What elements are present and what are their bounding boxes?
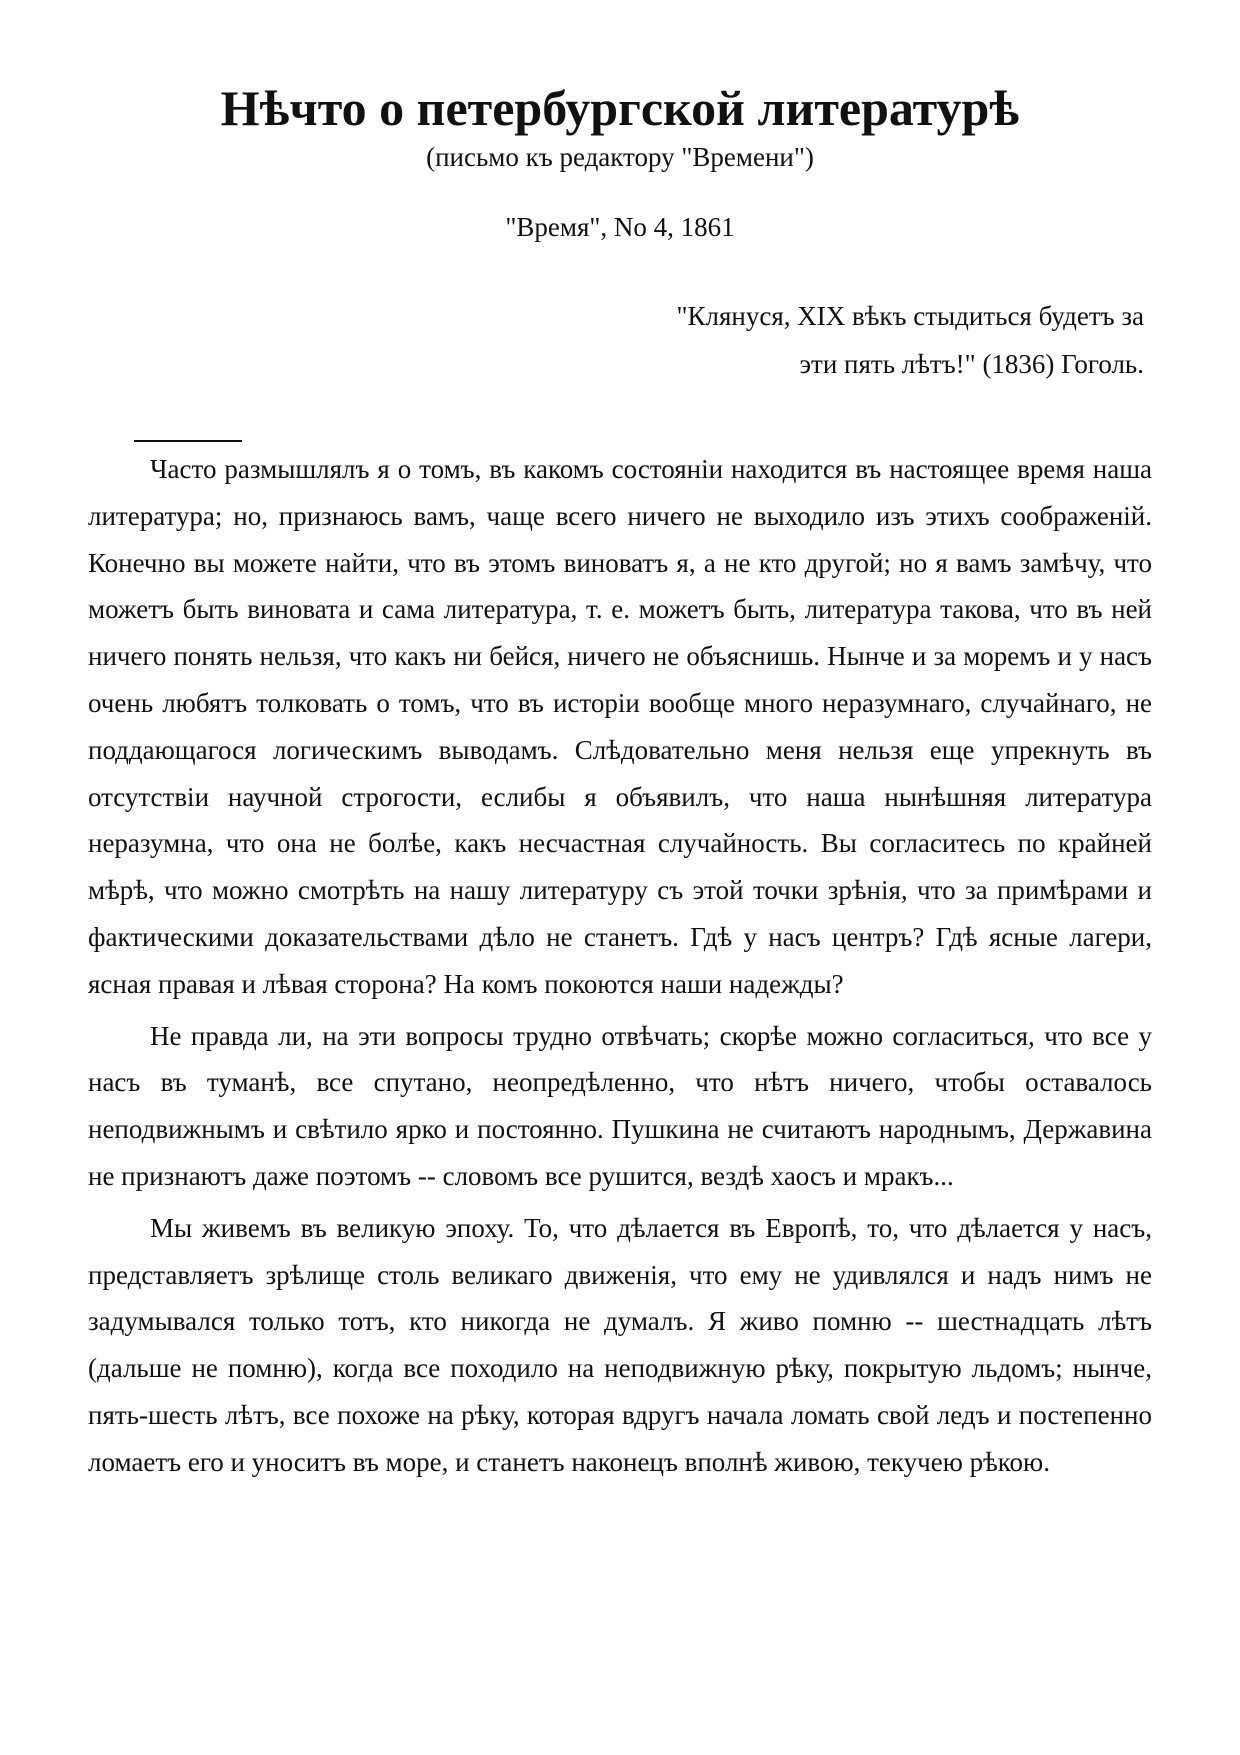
paragraph-2: Не правда ли, на эти вопросы трудно отвѣчать; скорѣе можно согласиться, что все у насъ въ туманѣ, все спутано, неопредѣленно, что нѣтъ ничего, чтобы оставалось неподвижнымъ и свѣтило ярко и постоянно. Пушкина не считаютъ народнымъ, Державина не признаютъ даже поэтомъ -- словомъ все рушится, вездѣ хаосъ и мракъ...	[88, 1020, 1152, 1191]
publication-source: "Время", No 4, 1861	[505, 212, 735, 242]
document-title: Нѣчто о петербургской литературѣ	[220, 80, 1020, 136]
paragraph-1: Часто размышлялъ я о томъ, въ какомъ состояніи находится въ настоящее время наша литература; но, признаюсь вамъ, чаще всего ничего не выходило изъ этихъ соображеній. Конечно вы можете найти, что въ этомъ виноватъ я, а не кто другой; но я вамъ замѣчу, что можетъ быть виновата и сама литература, т. е. можетъ быть, литература такова, что въ ней ничего понять нельзя, что какъ ни бейся, ничего не объяснишь. Нынче и за моремъ и у насъ очень любятъ толковать о томъ, что въ исторіи вообще много неразумнаго, случайнаго, не поддающагося логическимъ выводамъ. Слѣдовательно меня нельзя еще упрекнуть въ отсутствіи научной строгости, еслибы я объявилъ, что наша нынѣшняя литература неразумна, что она не болѣе, какъ несчастная случайность. Вы согласитесь по крайней мѣрѣ, что можно смотрѣть на нашу литературу съ этой точки зрѣнія, что за примѣрами и фактическими доказательствами дѣло не станетъ. Гдѣ у насъ центръ? Гдѣ ясные лагери, ясная правая и лѣвая сторона? На комъ покоются наши надежды?	[88, 454, 1152, 999]
paragraph-3: Мы живемъ въ великую эпоху. То, что дѣлается въ Европѣ, то, что дѣлается у насъ, представляетъ зрѣлище столь великаго движенія, что ему не удивлялся и надъ нимъ не задумывался только тотъ, кто никогда не думалъ. Я живо помню -- шестнадцать лѣтъ (дальше не помню), когда все походило на неподвижную рѣку, покрытую льдомъ; нынче, пять-шесть лѣтъ, все похоже на рѣку, которая вдругъ начала ломать свой ледъ и постепенно ломаетъ его и уноситъ въ море, и станетъ наконецъ вполнѣ живою, текучею рѣкою.	[88, 1212, 1152, 1477]
separator-rule	[134, 440, 242, 442]
body-text	[88, 446, 1152, 1491]
epigraph-line-1: "Клянуся, XIX вѣкъ стыдиться будетъ за	[676, 301, 1144, 331]
document-subtitle: (письмо къ редактору "Времени")	[426, 142, 814, 172]
epigraph-line-2: эти пять лѣтъ!" (1836) Гоголь.	[799, 349, 1144, 379]
epigraph	[444, 292, 1144, 388]
